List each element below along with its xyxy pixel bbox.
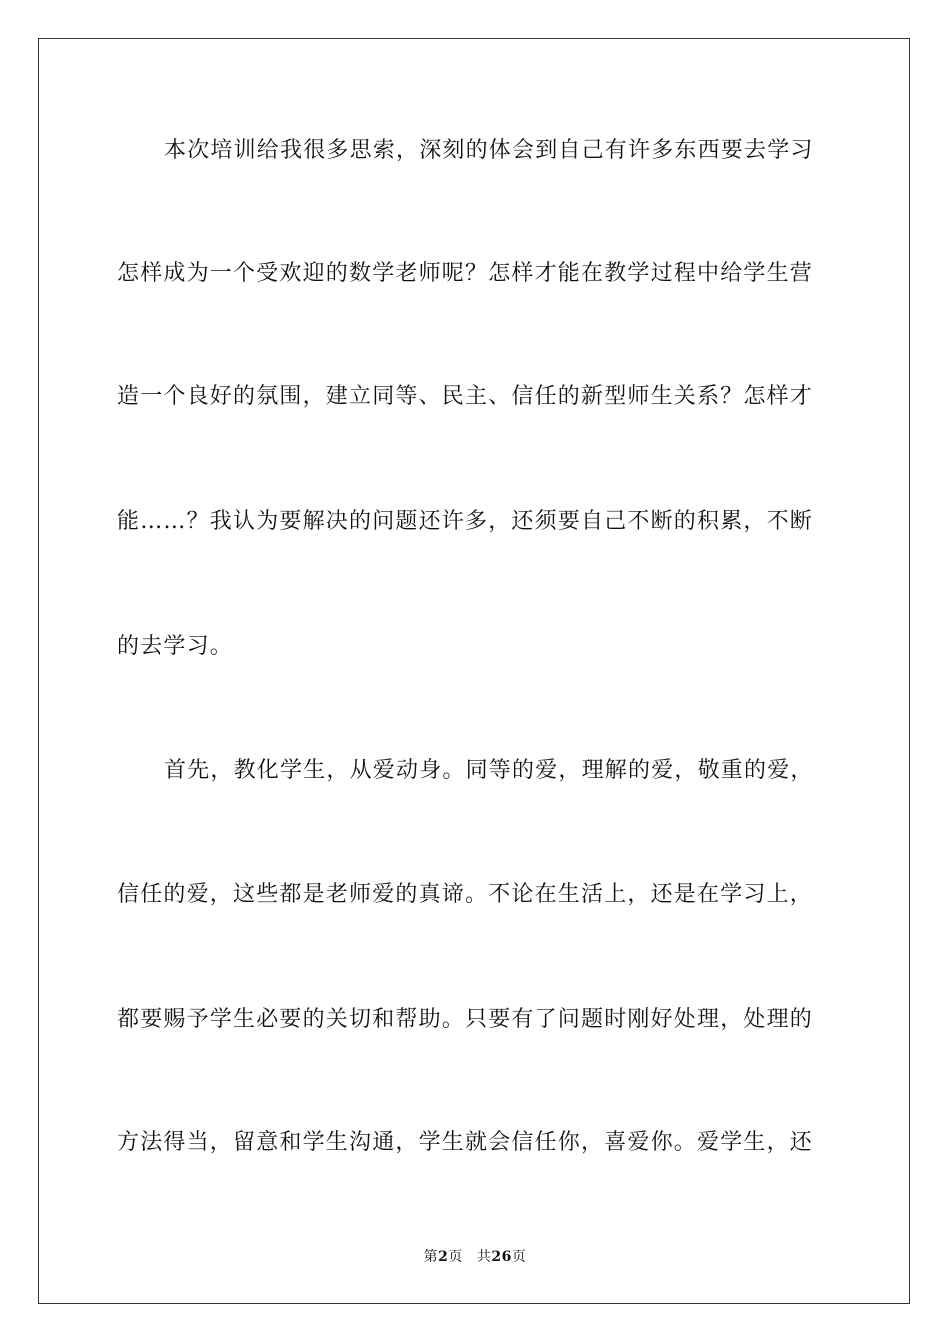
total-suffix: 页 (511, 1249, 527, 1265)
paragraph-line: 本次培训给我很多思索，深刻的体会到自己有许多东西要去学习 (164, 138, 814, 163)
paragraph-line: 怎样成为一个受欢迎的数学老师呢？怎样才能在教学过程中给学生营 (117, 261, 814, 286)
paragraph-line: 首先，教化学生，从爱动身。同等的爱，理解的爱，敬重的爱， (164, 758, 814, 783)
page-suffix: 页 (448, 1249, 463, 1265)
paragraph-line: 都要赐予学生必要的关切和帮助。只要有了问题时刚好处理，处理的 (117, 1007, 814, 1032)
paragraph-line: 能……？我认为要解决的问题还许多，还须要自己不断的积累，不断 (117, 509, 814, 534)
paragraph-line: 的去学习。 (117, 634, 234, 659)
paragraph-line: 造一个良好的氛围，建立同等、民主、信任的新型师生关系？怎样才 (117, 384, 814, 409)
page-footer (0, 1248, 950, 1266)
paragraph-line: 方法得当，留意和学生沟通，学生就会信任你，喜爱你。爱学生，还 (117, 1130, 814, 1155)
paragraph-line: 信任的爱，这些都是老师爱的真谛。不论在生活上，还是在学习上， (117, 882, 814, 907)
page-border (38, 38, 910, 1304)
page-prefix: 第 (423, 1249, 439, 1265)
page-number: 2 (438, 1249, 449, 1265)
total-prefix: 共 (476, 1249, 492, 1265)
total-pages: 26 (491, 1249, 512, 1265)
